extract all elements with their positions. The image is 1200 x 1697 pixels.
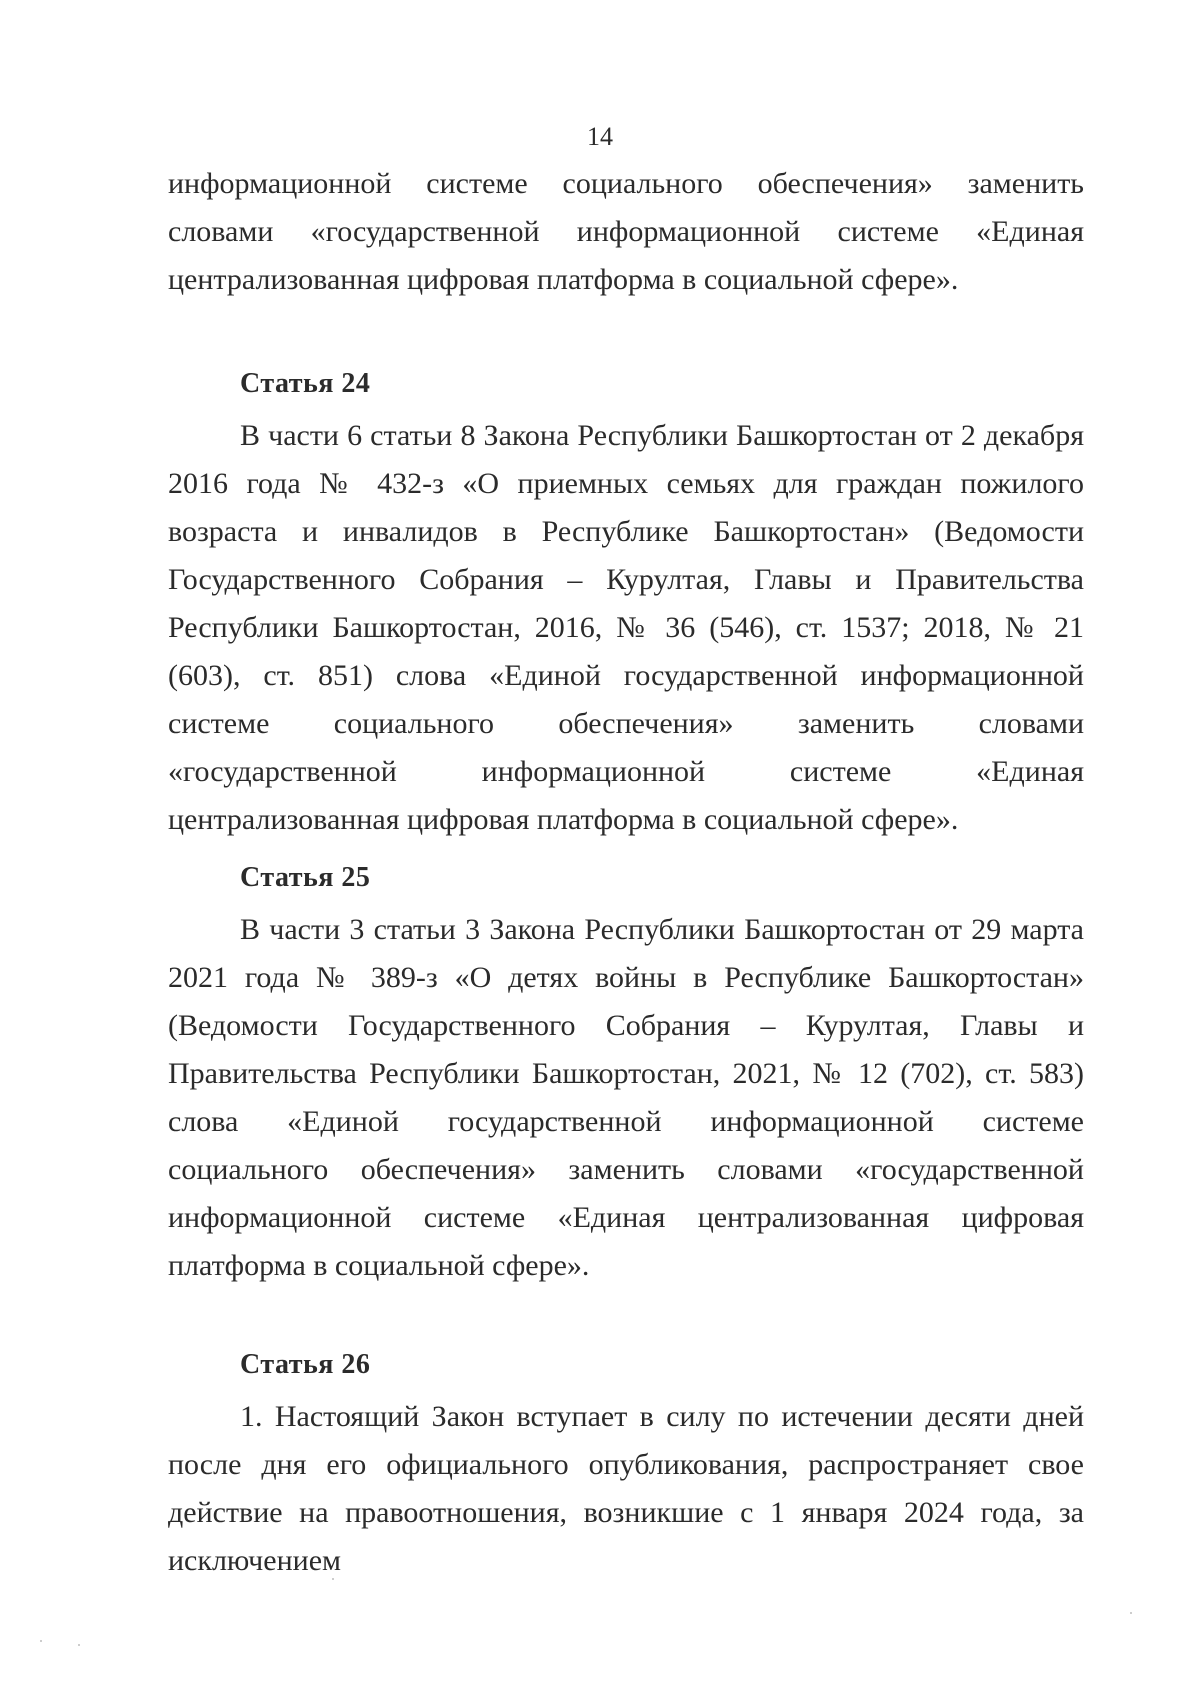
paragraph-continued: информационной системе социального обеспечения» заменить словами «государственной информационной системе «Единая централизованная цифровая платформа в социальной сфере».: [168, 167, 1084, 296]
article-26-heading: Статья 26: [240, 1349, 371, 1380]
scan-speck: [1130, 1612, 1132, 1614]
article-24-text: В части 6 статьи 8 Закона Республики Башкортостан от 2 декабря 2016 года № 432-з «О приемных семьях для граждан пожилого возраста и инвалидов в Республике Башкортостан» (Ведомости Государственного Собрания – Курултая, Главы и Правительства Республики Башкортостан, 2016, № 36 (546), ст. 1537; 2018, № 21 (603), ст. 851) слова «Единой государственной информационной системе социального обеспечения» заменить словами «государственной информационной системе «Единая централизованная цифровая платформа в социальной сфере».: [168, 419, 1084, 836]
scan-speck: [78, 1644, 80, 1646]
page-number: 14: [587, 122, 613, 151]
article-25-heading: Статья 25: [240, 862, 371, 893]
scan-speck: [40, 1640, 42, 1642]
article-26-text: 1. Настоящий Закон вступает в силу по истечении десяти дней после дня его официального опубликования, распространяет свое действие на правоотношения, возникшие с 1 января 2024 года, за исключением: [168, 1400, 1084, 1577]
article-24-heading: Статья 24: [240, 368, 371, 399]
scan-speck: [332, 1578, 334, 1580]
article-25-text: В части 3 статьи 3 Закона Республики Башкортостан от 29 марта 2021 года № 389-з «О детях войны в Республике Башкортостан» (Ведомости Государственного Собрания – Курултая, Главы и Правительства Республики Башкортостан, 2021, № 12 (702), ст. 583) слова «Единой государственной информационной системе социального обеспечения» заменить словами «государственной информационной системе «Единая централизованная цифровая платформа в социальной сфере».: [168, 913, 1084, 1282]
